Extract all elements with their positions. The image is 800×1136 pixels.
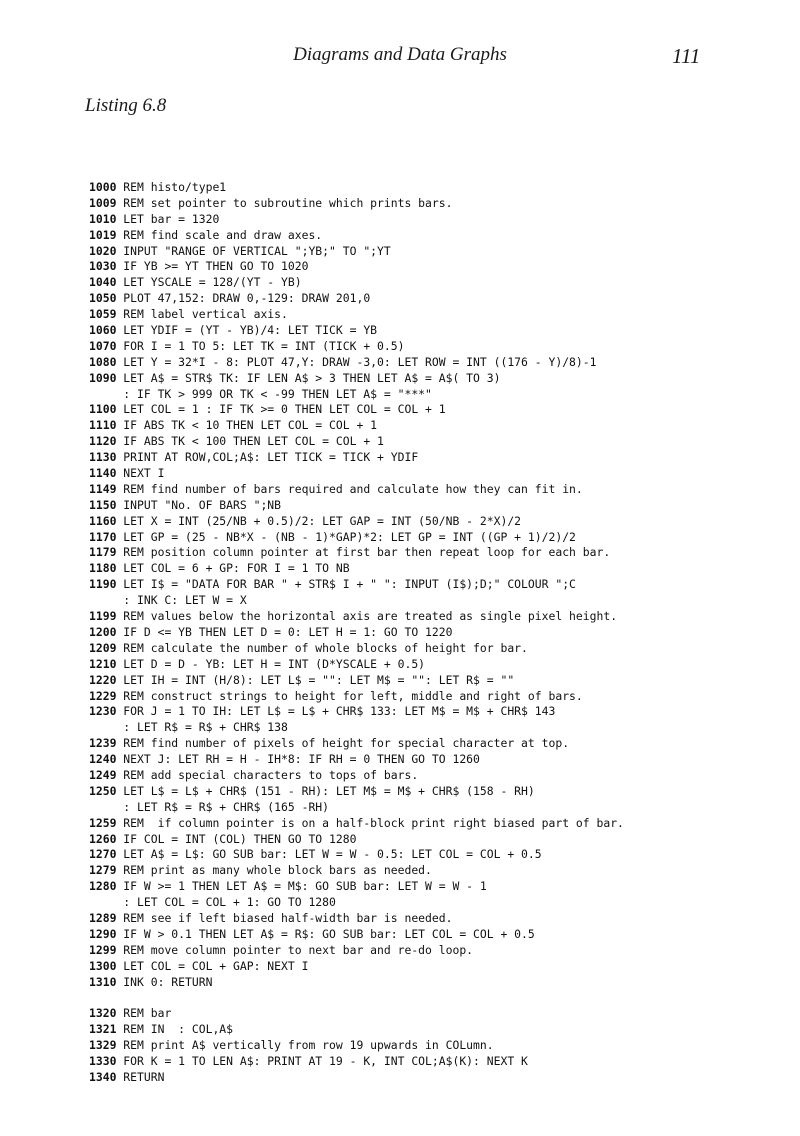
statement-text: REM values below the horizontal axis are treated as single pixel height. bbox=[116, 609, 618, 624]
statement-text: : LET COL = COL + 1: GO TO 1280 bbox=[89, 895, 336, 910]
code-line bbox=[89, 943, 789, 959]
bar-subroutine bbox=[89, 1006, 789, 1085]
statement-text: IF COL = INT (COL) THEN GO TO 1280 bbox=[116, 831, 357, 846]
code-line bbox=[89, 355, 789, 371]
code-line bbox=[89, 784, 789, 800]
statement-text: INK 0: RETURN bbox=[116, 974, 213, 989]
line-number: 1009 bbox=[89, 195, 117, 210]
statement-text: LET YSCALE = 128/(YT - YB) bbox=[116, 275, 302, 290]
code-line bbox=[89, 959, 789, 975]
code-line bbox=[89, 402, 789, 418]
line-number: 1210 bbox=[89, 656, 117, 671]
line-number: 1020 bbox=[89, 243, 117, 258]
line-number: 1249 bbox=[89, 767, 117, 782]
code-line bbox=[89, 228, 789, 244]
line-number: 1320 bbox=[89, 1006, 117, 1021]
statement-text: LET L$ = L$ + CHR$ (151 - RH): LET M$ = M$ + CHR$ (158 - RH) bbox=[116, 783, 535, 798]
line-number: 1340 bbox=[89, 1069, 117, 1084]
code-line bbox=[89, 975, 789, 991]
statement-text: REM print A$ vertically from row 19 upwards in COLumn. bbox=[116, 1038, 494, 1053]
line-number: 1030 bbox=[89, 259, 117, 274]
code-line bbox=[89, 1006, 789, 1022]
line-number: 1321 bbox=[89, 1022, 117, 1037]
code-line bbox=[89, 498, 789, 514]
line-number: 1059 bbox=[89, 307, 117, 322]
code-line bbox=[89, 323, 789, 339]
code-line bbox=[89, 657, 789, 673]
code-line bbox=[89, 800, 789, 816]
code-line bbox=[89, 752, 789, 768]
statement-text: REM find number of bars required and calculate how they can fit in. bbox=[116, 481, 583, 496]
code-line bbox=[89, 466, 789, 482]
line-number: 1279 bbox=[89, 863, 117, 878]
statement-text: IF W > 0.1 THEN LET A$ = R$: GO SUB bar: LET COL = COL + 0.5 bbox=[116, 926, 535, 941]
code-listing bbox=[89, 180, 789, 1086]
statement-text: LET COL = 1 : IF TK >= 0 THEN LET COL = COL + 1 bbox=[116, 402, 446, 417]
code-line bbox=[89, 339, 789, 355]
code-line bbox=[89, 720, 789, 736]
line-number: 1000 bbox=[89, 180, 117, 194]
statement-text: LET IH = INT (H/8): LET L$ = "": LET M$ = "": LET R$ = "" bbox=[116, 672, 515, 687]
statement-text: REM add special characters to tops of bars. bbox=[116, 767, 419, 782]
line-number: 1120 bbox=[89, 434, 117, 449]
line-number: 1220 bbox=[89, 672, 117, 687]
line-number: 1199 bbox=[89, 609, 117, 624]
statement-text: : LET R$ = R$ + CHR$ 138 bbox=[89, 720, 288, 735]
statement-text: IF ABS TK < 10 THEN LET COL = COL + 1 bbox=[116, 418, 378, 433]
block-spacer bbox=[89, 990, 789, 1006]
line-number: 1130 bbox=[89, 450, 117, 465]
statement-text: LET bar = 1320 bbox=[116, 211, 220, 226]
page-number: 111 bbox=[672, 44, 701, 68]
statement-text: REM IN : COL,A$ bbox=[116, 1022, 234, 1037]
code-line bbox=[89, 641, 789, 657]
statement-text: IF W >= 1 THEN LET A$ = M$: GO SUB bar: LET W = W - 1 bbox=[116, 879, 487, 894]
code-line bbox=[89, 530, 789, 546]
listing-title: Listing 6.8 bbox=[85, 95, 167, 116]
line-number: 1150 bbox=[89, 497, 117, 512]
statement-text: REM histo/type1 bbox=[116, 180, 227, 194]
statement-text: REM set pointer to subroutine which prints bars. bbox=[116, 195, 453, 210]
code-line bbox=[89, 927, 789, 943]
line-number: 1090 bbox=[89, 370, 117, 385]
code-line bbox=[89, 307, 789, 323]
line-number: 1289 bbox=[89, 910, 117, 925]
code-line bbox=[89, 577, 789, 593]
statement-text: REM construct strings to height for left, middle and right of bars. bbox=[116, 688, 583, 703]
code-line bbox=[89, 625, 789, 641]
main-program bbox=[89, 180, 789, 990]
statement-text: PRINT AT ROW,COL;A$: LET TICK = TICK + YDIF bbox=[116, 450, 419, 465]
code-line bbox=[89, 863, 789, 879]
line-number: 1270 bbox=[89, 847, 117, 862]
statement-text: REM print as many whole block bars as needed. bbox=[116, 863, 432, 878]
code-line bbox=[89, 847, 789, 863]
code-line bbox=[89, 736, 789, 752]
statement-text: LET COL = COL + GAP: NEXT I bbox=[116, 958, 309, 973]
statement-text: LET YDIF = (YT - YB)/4: LET TICK = YB bbox=[116, 323, 378, 338]
line-number: 1140 bbox=[89, 466, 117, 481]
line-number: 1230 bbox=[89, 704, 117, 719]
statement-text: NEXT I bbox=[116, 466, 165, 481]
statement-text: REM bar bbox=[116, 1006, 172, 1021]
statement-text: FOR J = 1 TO IH: LET L$ = L$ + CHR$ 133: LET M$ = M$ + CHR$ 143 bbox=[116, 704, 556, 719]
code-line bbox=[89, 768, 789, 784]
line-number: 1300 bbox=[89, 958, 117, 973]
code-line bbox=[89, 561, 789, 577]
code-line bbox=[89, 609, 789, 625]
code-line bbox=[89, 895, 789, 911]
line-number: 1170 bbox=[89, 529, 117, 544]
statement-text: LET GP = (25 - NB*X - (NB - 1)*GAP)*2: LET GP = INT ((GP + 1)/2)/2 bbox=[116, 529, 576, 544]
code-line bbox=[89, 244, 789, 260]
line-number: 1290 bbox=[89, 926, 117, 941]
line-number: 1070 bbox=[89, 338, 117, 353]
statement-text: LET COL = 6 + GP: FOR I = 1 TO NB bbox=[116, 561, 350, 576]
code-line bbox=[89, 418, 789, 434]
statement-text: NEXT J: LET RH = H - IH*8: IF RH = 0 THEN GO TO 1260 bbox=[116, 752, 480, 767]
line-number: 1160 bbox=[89, 513, 117, 528]
code-line bbox=[89, 689, 789, 705]
line-number: 1299 bbox=[89, 942, 117, 957]
statement-text: REM see if left biased half-width bar is needed. bbox=[116, 910, 453, 925]
code-line bbox=[89, 514, 789, 530]
line-number: 1040 bbox=[89, 275, 117, 290]
statement-text: IF YB >= YT THEN GO TO 1020 bbox=[116, 259, 309, 274]
statement-text: INPUT "No. OF BARS ";NB bbox=[116, 497, 282, 512]
code-line bbox=[89, 911, 789, 927]
code-line bbox=[89, 212, 789, 228]
chapter-title: Diagrams and Data Graphs bbox=[293, 44, 507, 65]
code-line bbox=[89, 1070, 789, 1086]
statement-text: FOR I = 1 TO 5: LET TK = INT (TICK + 0.5) bbox=[116, 338, 405, 353]
code-line bbox=[89, 450, 789, 466]
statement-text: LET X = INT (25/NB + 0.5)/2: LET GAP = INT (50/NB - 2*X)/2 bbox=[116, 513, 522, 528]
statement-text: LET A$ = L$: GO SUB bar: LET W = W - 0.5: LET COL = COL + 0.5 bbox=[116, 847, 542, 862]
statement-text: REM position column pointer at first bar then repeat loop for each bar. bbox=[116, 545, 611, 560]
line-number: 1190 bbox=[89, 577, 117, 592]
line-number: 1179 bbox=[89, 545, 117, 560]
statement-text: LET Y = 32*I - 8: PLOT 47,Y: DRAW -3,0: LET ROW = INT ((176 - Y)/8)-1 bbox=[116, 354, 597, 369]
line-number: 1050 bbox=[89, 291, 117, 306]
line-number: 1149 bbox=[89, 481, 117, 496]
line-number: 1080 bbox=[89, 354, 117, 369]
statement-text: IF ABS TK < 100 THEN LET COL = COL + 1 bbox=[116, 434, 384, 449]
line-number: 1280 bbox=[89, 879, 117, 894]
statement-text: REM label vertical axis. bbox=[116, 307, 288, 322]
statement-text: REM if column pointer is on a half-block print right biased part of bar. bbox=[116, 815, 624, 830]
code-line bbox=[89, 180, 789, 196]
code-line bbox=[89, 1022, 789, 1038]
statement-text: : INK C: LET W = X bbox=[89, 593, 247, 608]
code-line bbox=[89, 387, 789, 403]
statement-text: LET I$ = "DATA FOR BAR " + STR$ I + " ": INPUT (I$);D;" COLOUR ";C bbox=[116, 577, 576, 592]
line-number: 1259 bbox=[89, 815, 117, 830]
line-number: 1250 bbox=[89, 783, 117, 798]
statement-text: FOR K = 1 TO LEN A$: PRINT AT 19 - K, INT COL;A$(K): NEXT K bbox=[116, 1053, 528, 1068]
line-number: 1240 bbox=[89, 752, 117, 767]
line-number: 1260 bbox=[89, 831, 117, 846]
code-line bbox=[89, 593, 789, 609]
code-line bbox=[89, 1054, 789, 1070]
code-line bbox=[89, 482, 789, 498]
line-number: 1019 bbox=[89, 227, 117, 242]
line-number: 1329 bbox=[89, 1038, 117, 1053]
line-number: 1330 bbox=[89, 1053, 117, 1068]
statement-text: REM find number of pixels of height for special character at top. bbox=[116, 736, 570, 751]
line-number: 1180 bbox=[89, 561, 117, 576]
line-number: 1060 bbox=[89, 323, 117, 338]
statement-text: PLOT 47,152: DRAW 0,-129: DRAW 201,0 bbox=[116, 291, 371, 306]
code-line bbox=[89, 196, 789, 212]
code-line bbox=[89, 259, 789, 275]
statement-text: INPUT "RANGE OF VERTICAL ";YB;" TO ";YT bbox=[116, 243, 391, 258]
code-line bbox=[89, 879, 789, 895]
code-line bbox=[89, 673, 789, 689]
statement-text: REM calculate the number of whole blocks of height for bar. bbox=[116, 640, 528, 655]
code-line bbox=[89, 275, 789, 291]
statement-text: REM move column pointer to next bar and re-do loop. bbox=[116, 942, 474, 957]
code-line bbox=[89, 1038, 789, 1054]
line-number: 1100 bbox=[89, 402, 117, 417]
line-number: 1200 bbox=[89, 624, 117, 639]
code-line bbox=[89, 371, 789, 387]
line-number: 1310 bbox=[89, 974, 117, 989]
code-line bbox=[89, 832, 789, 848]
line-number: 1209 bbox=[89, 640, 117, 655]
code-line bbox=[89, 291, 789, 307]
code-line bbox=[89, 434, 789, 450]
statement-text: IF D <= YB THEN LET D = 0: LET H = 1: GO TO 1220 bbox=[116, 624, 453, 639]
statement-text: RETURN bbox=[116, 1069, 165, 1084]
statement-text: LET A$ = STR$ TK: IF LEN A$ > 3 THEN LET A$ = A$( TO 3) bbox=[116, 370, 501, 385]
statement-text: REM find scale and draw axes. bbox=[116, 227, 323, 242]
code-line bbox=[89, 816, 789, 832]
line-number: 1229 bbox=[89, 688, 117, 703]
statement-text: : IF TK > 999 OR TK < -99 THEN LET A$ = "***" bbox=[89, 386, 432, 401]
statement-text: LET D = D - YB: LET H = INT (D*YSCALE + 0.5) bbox=[116, 656, 426, 671]
statement-text: : LET R$ = R$ + CHR$ (165 -RH) bbox=[89, 799, 330, 814]
line-number: 1010 bbox=[89, 211, 117, 226]
code-line bbox=[89, 545, 789, 561]
line-number: 1110 bbox=[89, 418, 117, 433]
code-line bbox=[89, 704, 789, 720]
line-number: 1239 bbox=[89, 736, 117, 751]
